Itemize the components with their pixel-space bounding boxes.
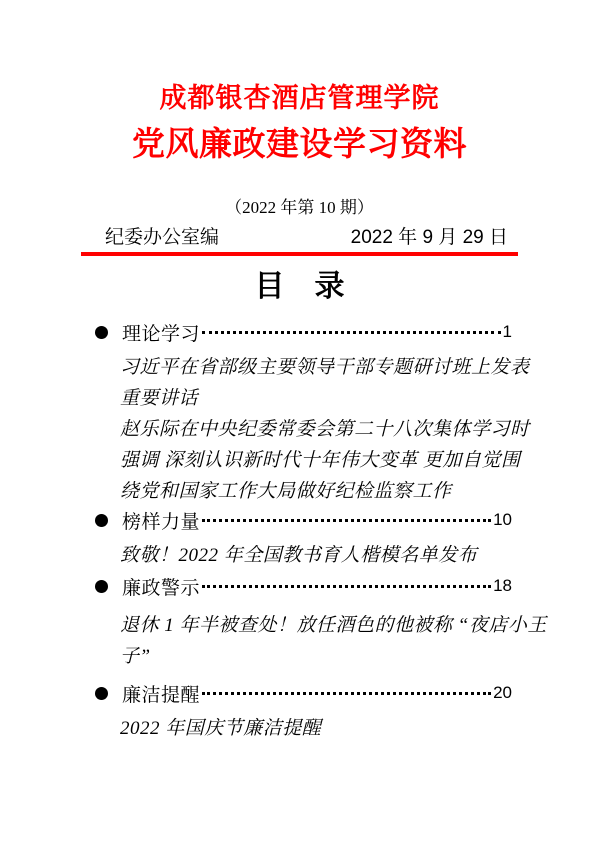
editor-label: 纪委办公室编 [105,227,220,248]
toc-section-label: 榜样力量 [122,511,201,533]
toc-subtitle-line: 强调 深刻认识新时代十年伟大变革 更加自觉围 [120,450,521,471]
dot-leader [202,585,491,588]
toc-page-number: 18 [493,576,512,595]
toc-subtitles [120,540,518,571]
toc-heading [81,321,518,343]
toc-subtitle-line: 2022 年国庆节廉洁提醒 [120,718,322,739]
table-of-contents [81,321,547,744]
toc-section-label: 理论学习 [122,323,201,345]
bullet-icon [95,326,108,339]
issue-number: （2022 年第 10 期） [225,198,374,217]
dot-leader [202,519,491,522]
toc-title: 目 录 [254,270,345,303]
meta-row [81,226,518,250]
toc-subtitle-line: 退休 1 年半被查处！放任酒色的他被称 “夜店小王 [120,615,547,636]
toc-page-number: 1 [502,322,512,341]
toc-heading [81,682,518,704]
bullet-icon [95,514,108,527]
toc-page-number: 10 [493,510,512,529]
document-title: 党风廉政建设学习资料 [132,127,467,163]
organization-title: 成都银杏酒店管理学院 [159,83,440,113]
toc-subtitle-line: 致敬！2022 年全国教书育人楷模名单发布 [120,545,478,566]
bullet-icon [95,580,108,593]
toc-heading [81,575,518,597]
bullet-icon [95,687,108,700]
toc-subtitles [120,713,518,744]
toc-subtitles [120,352,530,507]
toc-subtitle-line: 子” [120,646,151,667]
red-divider [81,252,518,256]
toc-page-number: 20 [493,683,512,702]
toc-subtitle-line: 赵乐际在中央纪委常委会第二十八次集体学习时 [120,419,530,440]
toc-section-integrity-warning [81,575,547,672]
toc-section-label: 廉洁提醒 [122,684,201,706]
toc-section-integrity-reminder [81,682,518,744]
toc-heading [81,509,518,531]
issue-date: 2022 年 9 月 29 日 [350,227,508,248]
toc-subtitle-line: 习近平在省部级主要领导干部专题研讨班上发表 [120,357,530,378]
toc-subtitles [120,610,547,672]
toc-section-label: 廉政警示 [122,577,201,599]
toc-section-role-models [81,509,518,571]
dot-leader [202,331,501,334]
toc-subtitle-line: 重要讲话 [120,388,199,409]
toc-section-theory-study [81,321,530,507]
toc-subtitle-line: 绕党和国家工作大局做好纪检监察工作 [120,481,452,502]
dot-leader [202,692,491,695]
